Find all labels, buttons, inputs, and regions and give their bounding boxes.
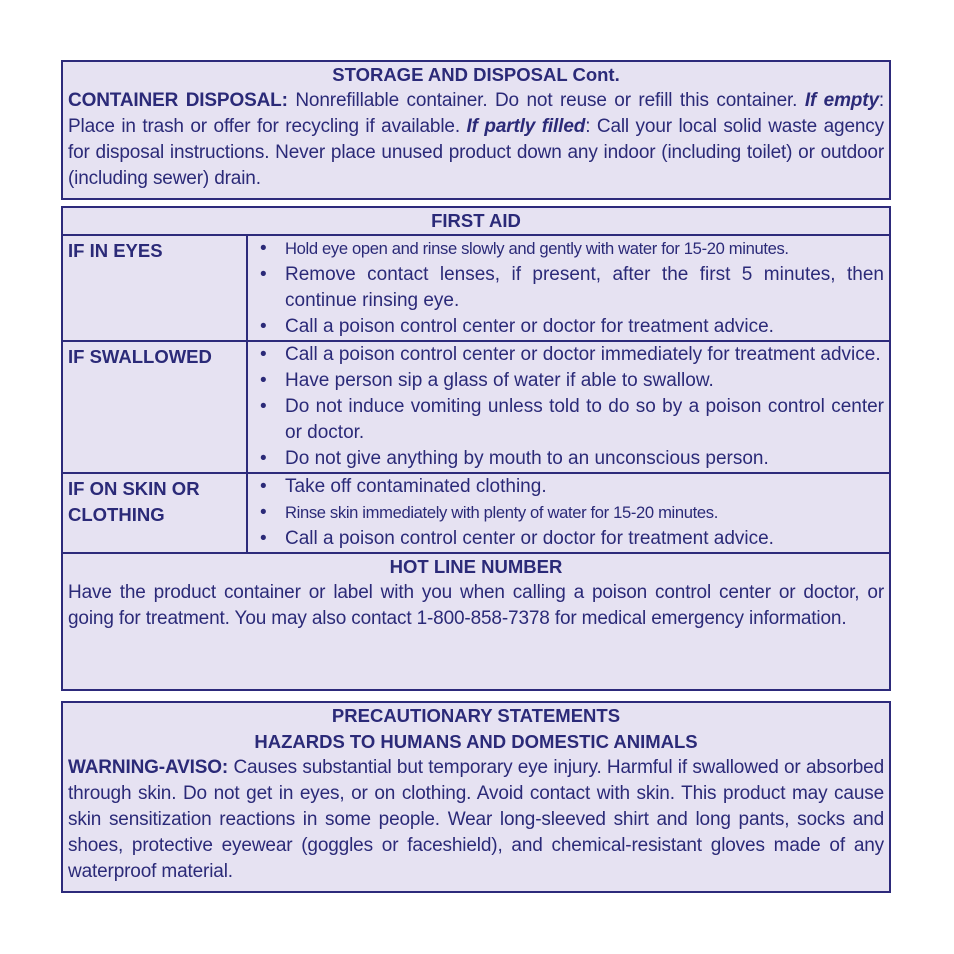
if-in-eyes-label: IF IN EYES — [63, 236, 248, 340]
list-item: • Rinse skin immediately with plenty of water for 15-20 minutes. — [248, 500, 889, 526]
if-partly-filled-label: If partly filled — [466, 116, 586, 137]
list-item: • Hold eye open and rinse slowly and gently with water for 15-20 minutes. — [248, 236, 889, 262]
bullet-icon: • — [260, 370, 267, 391]
container-disposal-text: CONTAINER DISPOSAL: Nonrefillable container. Do not reuse or refill this container. If empty: Place in trash or offer for recycling if available. If partly filled: Call your local solid waste agency for disposal instructions. Never place unused product down any indoor (including toilet) or outdoor (including sewer) drain. — [68, 90, 885, 189]
list-item: • Do not induce vomiting unless told to do so by a poison control center or doctor. — [260, 396, 884, 443]
container-disposal-label: CONTAINER DISPOSAL: — [68, 90, 288, 111]
bullet-icon: • — [260, 528, 267, 549]
bullet-icon: • — [260, 238, 267, 259]
warning-aviso-label: WARNING-AVISO: — [68, 757, 229, 778]
warning-text: WARNING-AVISO: Causes substantial but temporary eye injury. Harmful if swallowed or absorbed through skin. Do not get in eyes, or on clothing. Avoid contact with skin. This product may cause skin sensitization reactions in some people. Wear long-sleeved shirt and long pants, socks and shoes, protective eyewear (goggles or faceshield), and chemical-resistant gloves made of any waterproof material. — [68, 757, 884, 882]
eyes-instructions — [248, 236, 889, 340]
bullet-icon: • — [260, 396, 267, 417]
bullet-icon: • — [260, 476, 267, 497]
first-aid-panel — [61, 206, 891, 691]
if-empty-label: If empty — [804, 90, 879, 111]
first-aid-row-eyes — [63, 236, 889, 342]
if-on-skin-label: IF ON SKIN OR CLOTHING — [63, 474, 248, 552]
hot-line-text: Have the product container or label with you when calling a poison control center or doctor, or going for treatment. You may also contact 1-800-858-7378 for medical emergency information. — [68, 582, 884, 629]
list-item: • Do not give anything by mouth to an unconscious person. — [248, 446, 889, 472]
skin-instructions — [248, 474, 889, 552]
list-item: • Call a poison control center or doctor immediately for treatment advice. — [248, 342, 889, 368]
list-item: • Take off contaminated clothing. — [248, 474, 889, 500]
hot-line-section — [63, 554, 889, 632]
hot-line-title: HOT LINE NUMBER — [389, 556, 563, 577]
list-item: • Remove contact lenses, if present, after the first 5 minutes, then continue rinsing eye. — [260, 264, 884, 311]
precautionary-title: PRECAUTIONARY STATEMENTS — [331, 705, 621, 726]
bullet-icon: • — [260, 448, 267, 469]
bullet-icon: • — [260, 264, 267, 285]
hazards-subtitle: HAZARDS TO HUMANS AND DOMESTIC ANIMALS — [254, 731, 698, 752]
bullet-icon: • — [260, 344, 267, 365]
list-item: • Call a poison control center or doctor for treatment advice. — [248, 526, 889, 552]
bullet-icon: • — [260, 316, 267, 337]
swallowed-instructions — [248, 342, 889, 472]
bullet-icon: • — [260, 502, 267, 523]
first-aid-row-swallowed — [63, 342, 889, 474]
first-aid-row-skin — [63, 474, 889, 554]
storage-disposal-panel — [61, 60, 891, 200]
precautionary-panel — [61, 701, 891, 893]
storage-disposal-title: STORAGE AND DISPOSAL Cont. — [332, 64, 620, 85]
list-item: • Call a poison control center or doctor for treatment advice. — [248, 314, 889, 340]
if-swallowed-label: IF SWALLOWED — [63, 342, 248, 472]
list-item: • Have person sip a glass of water if able to swallow. — [248, 368, 889, 394]
first-aid-title: FIRST AID — [63, 208, 889, 236]
